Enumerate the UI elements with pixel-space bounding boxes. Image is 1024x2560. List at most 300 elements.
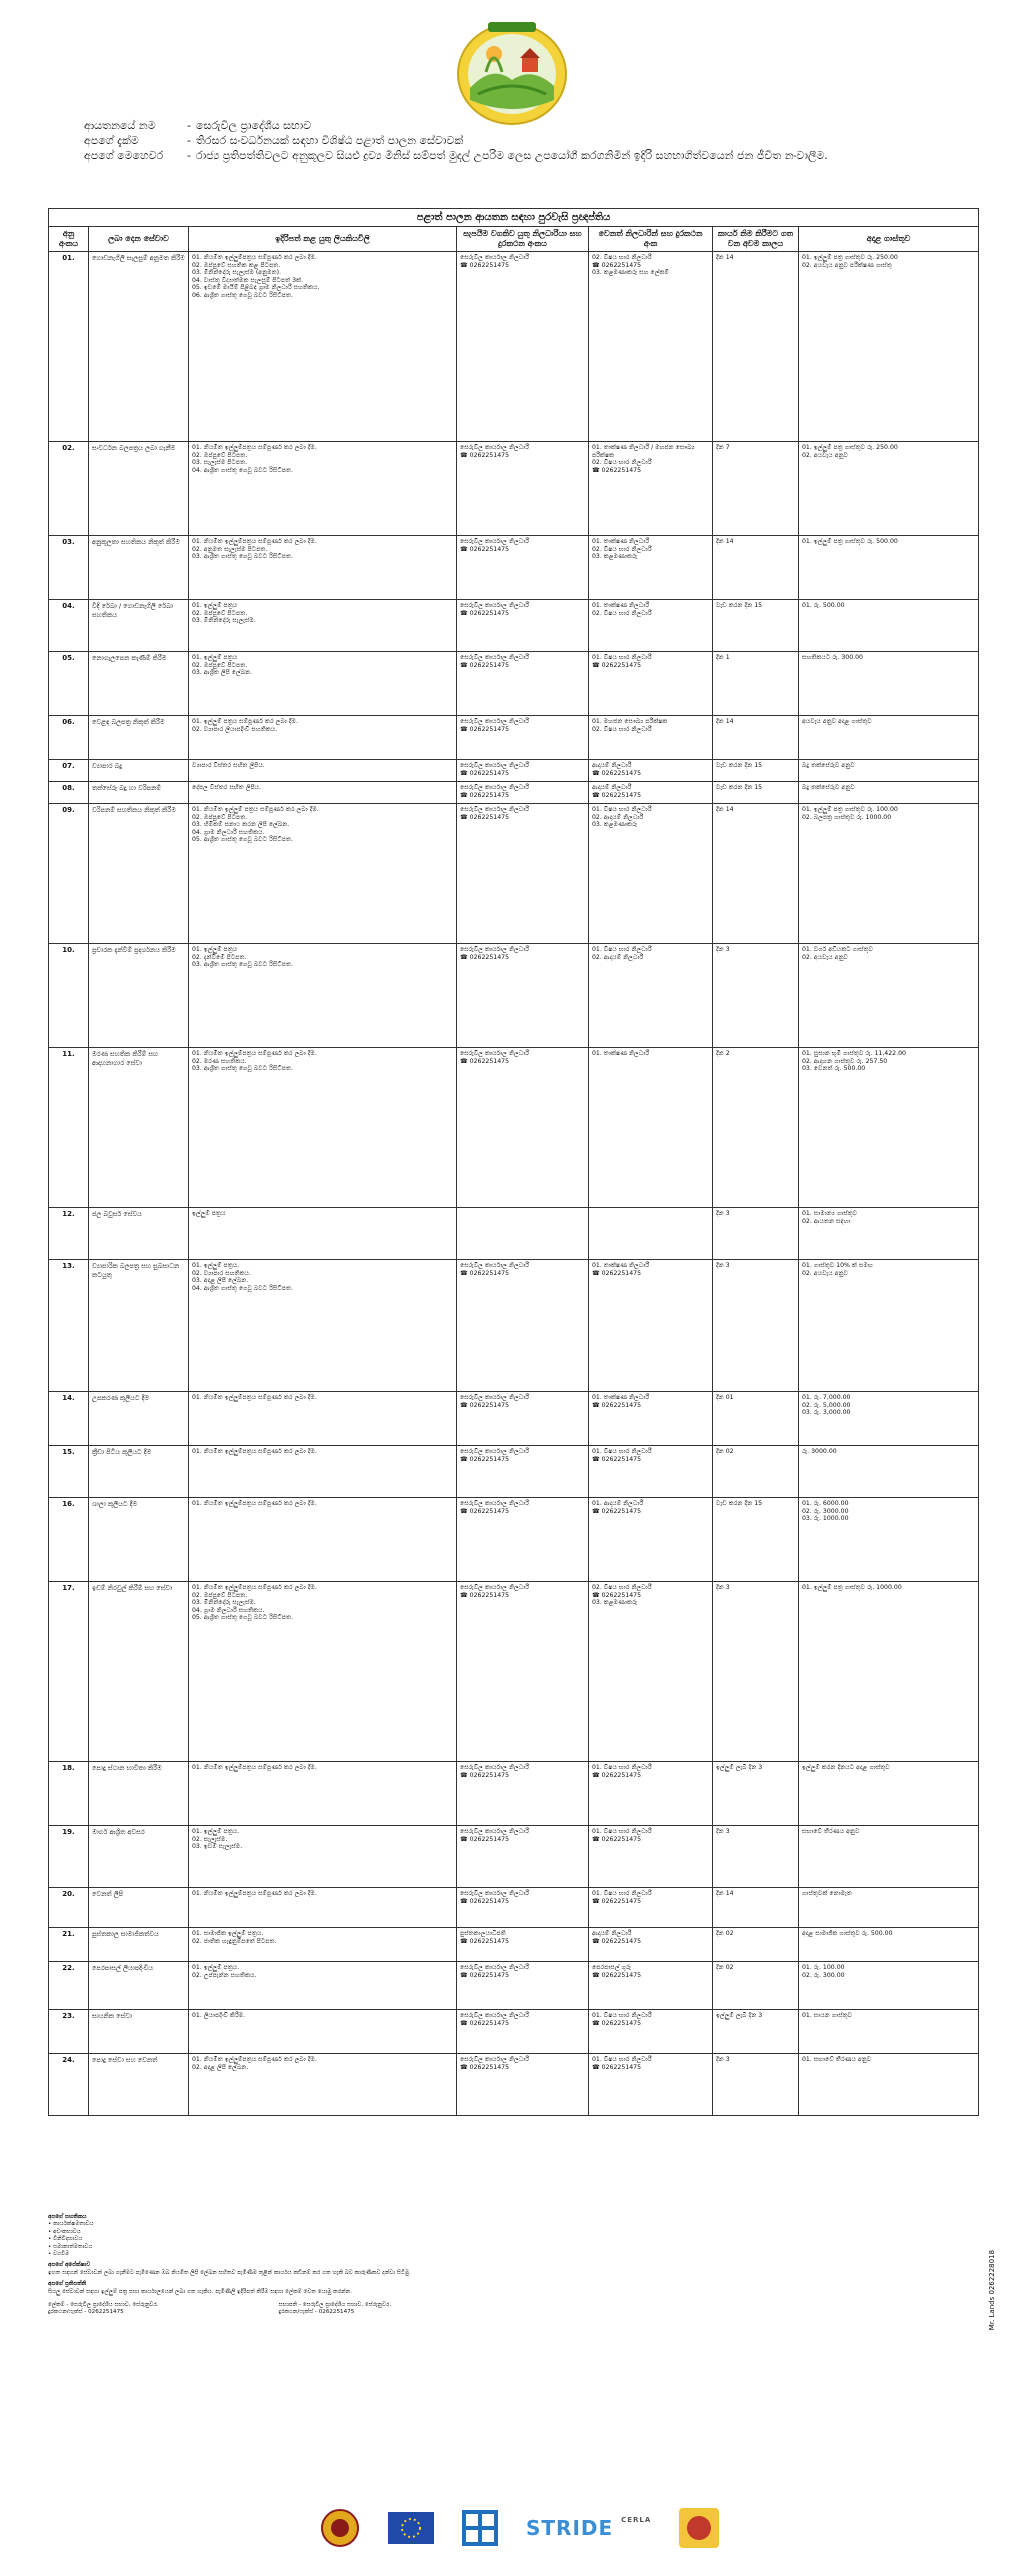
fee-line: 01. රු. 100.00 bbox=[802, 1964, 845, 1971]
completion-time: දින 14 bbox=[713, 1888, 799, 1928]
row-number: 13. bbox=[49, 1260, 89, 1392]
other-officers-line: 01. විෂය භාර නිලධාරී bbox=[592, 654, 652, 661]
fee bbox=[799, 944, 979, 1048]
fee bbox=[799, 442, 979, 536]
column-header: කාර්ය නිම කිරීමට ගත වන අවම කාලය bbox=[713, 227, 799, 252]
fee-line: 02. අයවැය අනුව bbox=[802, 953, 848, 961]
table-row bbox=[49, 1446, 979, 1498]
table-row bbox=[49, 1498, 979, 1582]
footer-heading: අපගේ අපේක්ෂාව bbox=[48, 2262, 91, 2269]
charter-header bbox=[84, 118, 984, 163]
other-officers-line: ☎ 0262251475 bbox=[592, 1771, 642, 1779]
service-name: උපකරණ කුලියට දීම bbox=[89, 1392, 189, 1446]
required-documents-line: 01. නියමිත ඉල්ලුම්පත්‍රය සම්පූර්ණ කර ලබා දීම. bbox=[192, 254, 317, 261]
required-documents-line: 01. ඉල්ලුම් පත්‍රය bbox=[192, 654, 238, 661]
header-row-vision: අපගේ දැක්ම - තිරසර සංවර්ධනයක් සඳහා විශිෂ්ඨ පළාත් පාලන සේවාවක් bbox=[84, 133, 984, 148]
required-documents-line: 03. හිමිකම් සනාථ කරන ලිපි ලේඛන. bbox=[192, 821, 290, 829]
row-number: 15. bbox=[49, 1446, 89, 1498]
row-number: 24. bbox=[49, 2054, 89, 2116]
fee-line: 02. ආයතන සඳහා bbox=[802, 1217, 851, 1225]
required-documents-line: 04. ආශ්‍රිත ගාස්තු ගෙවූ බවට රිසිට්පත. bbox=[192, 466, 293, 474]
required-documents-line: 05. ඉඩමේ මායිම් පිළිබඳ ග්‍රාම නිලධාරී සහතිකය. bbox=[192, 284, 320, 292]
fee bbox=[799, 782, 979, 804]
charter-table bbox=[48, 208, 979, 2116]
column-header: අනු අංකය bbox=[49, 227, 89, 252]
fee-line: 02. රු. 300.00 bbox=[802, 1971, 845, 1979]
responsible-officer bbox=[457, 252, 589, 442]
completion-time: දින 3 bbox=[713, 1582, 799, 1762]
responsible-officer-line: සෙරුවිල කාර්යාල නිලධාරී bbox=[460, 806, 530, 813]
other-officers-line: 02. ආදායම් නිලධාරී bbox=[592, 953, 644, 961]
charter-table-wrap bbox=[48, 208, 978, 2198]
other-officers bbox=[589, 536, 713, 600]
table-body bbox=[49, 252, 979, 2116]
completion-time: දින 7 bbox=[713, 442, 799, 536]
responsible-officer-line: සෙරුවිල කාර්යාල නිලධාරී bbox=[460, 718, 530, 725]
required-documents-line: 01. නියමිත ඉල්ලුම්පත්‍රය සම්පූර්ණ කර ලබා දීම. bbox=[192, 1890, 317, 1897]
eu-flag-icon bbox=[388, 2512, 434, 2544]
other-officers-line: ☎ 0262251475 bbox=[592, 1971, 642, 1979]
responsible-officer-line: ☎ 0262251475 bbox=[460, 1269, 510, 1277]
footer-bullet: • විනිවිදභාවය bbox=[48, 2236, 83, 2243]
other-officers-line: 01. තාක්ෂණ නිලධාරී / මහජන සෞඛ්‍ය පරීක්ෂක bbox=[592, 444, 695, 459]
required-documents-line: 01. ඉල්ලුම් පත්‍රය bbox=[192, 602, 238, 609]
fee-line: අයවැය අනුව අදාළ ගාස්තුව bbox=[802, 718, 872, 725]
other-officers-line: ආදායම් නිලධාරී bbox=[592, 1930, 632, 1937]
table-row bbox=[49, 1260, 979, 1392]
service-name: ව්‍යාපාරික බලපත්‍ර සහ සුබසාධන කටයුතු bbox=[89, 1260, 189, 1392]
required-documents bbox=[189, 716, 457, 760]
responsible-officer-line: සෙරුවිල කාර්යාල නිලධාරී bbox=[460, 2056, 530, 2063]
required-documents bbox=[189, 1392, 457, 1446]
fee-line: 01. සුසාන භූමි ගාස්තුව රු. 11,422.00 bbox=[802, 1050, 906, 1057]
responsible-officer-line: ☎ 0262251475 bbox=[460, 1591, 510, 1599]
table-row bbox=[49, 442, 979, 536]
responsible-officer-line: සෙරුවිල කාර්යාල නිලධාරී bbox=[460, 1050, 530, 1057]
required-documents bbox=[189, 1928, 457, 1962]
header-value: රාජ්‍ය ප්‍රතිපත්තිවලට අනුකූලව සියළු ද්‍රව්‍ය මිනිස් සම්පත් මුදල් උපරිම ලෙස උපයෝගී කරගනිමින් ඉදිරි සහභාගිත්වයෙන් ජන ජීවිත නංවාලීම. bbox=[196, 149, 828, 162]
footer-paragraph: සියලු සේවාවන් සඳහා ඉල්ලුම් පත්‍ර සභා කාර්යාලයෙන් ලබා ගත හැකිය. පැමිණිලි ඉදිරිපත් කිරීම සඳහා ලේකම් වෙත යොමු කරන්න. bbox=[48, 2288, 352, 2295]
required-documents bbox=[189, 782, 457, 804]
responsible-officer bbox=[457, 652, 589, 716]
fee-line: 01. සාමාන්‍ය ගාස්තුව bbox=[802, 1210, 858, 1217]
required-documents bbox=[189, 804, 457, 944]
required-documents-line: 03. ඉඩම් සැලැස්ම. bbox=[192, 1843, 243, 1851]
responsible-officer-line: ☎ 0262251475 bbox=[460, 791, 510, 799]
completion-time: දින 14 bbox=[713, 716, 799, 760]
completion-time: දින 01 bbox=[713, 1392, 799, 1446]
service-name: ඉඩම් නිරවුල් කිරීම් සහ සේවා bbox=[89, 1582, 189, 1762]
table-header-row bbox=[49, 227, 979, 252]
required-documents-line: 01. නියමිත ඉල්ලුම්පත්‍රය සම්පූර්ණ කර ලබා දීම. bbox=[192, 444, 317, 451]
responsible-officer bbox=[457, 1582, 589, 1762]
fee bbox=[799, 1582, 979, 1762]
required-documents bbox=[189, 252, 457, 442]
responsible-officer-line: ☎ 0262251475 bbox=[460, 1971, 510, 1979]
responsible-officer-line: ☎ 0262251475 bbox=[460, 1937, 510, 1945]
completion-time: දින 2 bbox=[713, 1048, 799, 1208]
service-name: අනුකූලතා සහතිකය නිකුත් කිරීම bbox=[89, 536, 189, 600]
required-documents-line: 01. ඉල්ලුම් පත්‍රය bbox=[192, 946, 238, 953]
responsible-officer-line: සෙරුවිල කාර්යාල නිලධාරී bbox=[460, 1500, 530, 1507]
fee-line: අදාළ සාමාජික ගාස්තුව රු. 500.00 bbox=[802, 1930, 893, 1937]
row-number: 07. bbox=[49, 760, 89, 782]
fee-line: 01. ගාස්තුව 10% ක් සමඟ bbox=[802, 1262, 873, 1269]
other-officers bbox=[589, 1826, 713, 1888]
row-number: 19. bbox=[49, 1826, 89, 1888]
other-officers bbox=[589, 944, 713, 1048]
table-row bbox=[49, 1962, 979, 2010]
table-row bbox=[49, 536, 979, 600]
required-documents-line: දේපල විස්තර සහිත ලිපිය. bbox=[192, 784, 262, 791]
other-officers-line: ☎ 0262251475 bbox=[592, 1401, 642, 1409]
required-documents-line: 02. ඔප්පුවේ සහතික කළ පිටපත. bbox=[192, 261, 281, 269]
service-name: පෙරපාසල් ලියාපදිංචිය bbox=[89, 1962, 189, 2010]
completion-time: ඉල්ලුම් ලැබී දින 3 bbox=[713, 1762, 799, 1826]
required-documents-line: 04. වාස්තු විද්‍යාත්මක සැලසුම් පිටපත් 3ක්. bbox=[192, 276, 304, 284]
responsible-officer-line: ☎ 0262251475 bbox=[460, 2063, 510, 2071]
row-number: 08. bbox=[49, 782, 89, 804]
other-officers-line: පෙරපාසල් ගුරු bbox=[592, 1964, 632, 1971]
row-number: 06. bbox=[49, 716, 89, 760]
required-documents-line: 01. නියමිත ඉල්ලුම්පත්‍රය සම්පූර්ණ කර ලබා දීම. bbox=[192, 2056, 317, 2063]
required-documents bbox=[189, 536, 457, 600]
required-documents-line: 03. ආශ්‍රිත ගාස්තු ගෙවූ බවට රිසිට්පත. bbox=[192, 553, 293, 561]
required-documents-line: 03. අදාළ ලිපි ලේඛන. bbox=[192, 1277, 249, 1285]
responsible-officer-line: සෙරුවිල කාර්යාල නිලධාරී bbox=[460, 946, 530, 953]
other-officers bbox=[589, 782, 713, 804]
responsible-officer bbox=[457, 2010, 589, 2054]
responsible-officer-line: පුස්තකාලයාධිපති bbox=[460, 1930, 506, 1937]
other-officers bbox=[589, 1888, 713, 1928]
fee-line: බදු තක්සේරුව අනුව bbox=[802, 784, 855, 791]
service-name: වෙනත් ලිපි bbox=[89, 1888, 189, 1928]
responsible-officer-line: සෙරුවිල කාර්යාල නිලධාරී bbox=[460, 1828, 530, 1835]
service-name: නොගැලපෙන කැණීම් කිරීම bbox=[89, 652, 189, 716]
fee-line: 01. සායන ගාස්තුව bbox=[802, 2012, 853, 2019]
fee bbox=[799, 1048, 979, 1208]
responsible-officer bbox=[457, 944, 589, 1048]
fee-line: ගාස්තුවක් නොමැත bbox=[802, 1890, 852, 1897]
responsible-officer-line: ☎ 0262251475 bbox=[460, 953, 510, 961]
table-row bbox=[49, 782, 979, 804]
row-number: 10. bbox=[49, 944, 89, 1048]
other-officers-line: 01. විෂය භාර නිලධාරී bbox=[592, 1764, 652, 1771]
table-row bbox=[49, 652, 979, 716]
responsible-officer bbox=[457, 760, 589, 782]
row-number: 21. bbox=[49, 1928, 89, 1962]
completion-time: දින 02 bbox=[713, 1928, 799, 1962]
header-value: සෙරුවිල ප්‍රාදේශීය සභාව bbox=[196, 119, 312, 132]
charter-footer bbox=[48, 2214, 978, 2317]
other-officers-line: 03. කළමණාකරු bbox=[592, 821, 638, 829]
completion-time: දින 02 bbox=[713, 1962, 799, 2010]
completion-time: දින 14 bbox=[713, 536, 799, 600]
responsible-officer-line: සෙරුවිල කාර්යාල නිලධාරී bbox=[460, 1394, 530, 1401]
footer-contacts bbox=[48, 2302, 978, 2317]
table-row bbox=[49, 2010, 979, 2054]
other-officers-line: 03. කළමණාකරු සහ ලේකම් bbox=[592, 269, 669, 277]
column-header: සැපයීම වගකිව යුතු නිලධාරියා සහ දුරකථන අංකය bbox=[457, 227, 589, 252]
table-title: පළාත් පාලන ආයතන සඳහා පුරවැසි ප්‍රඥප්තිය bbox=[49, 209, 979, 227]
header-key: අපගේ දැක්ම bbox=[84, 134, 139, 147]
side-identifier: Mr. Lands 0262228018 bbox=[988, 2250, 996, 2331]
required-documents-line: 06. ආශ්‍රිත ගාස්තු ගෙවූ බවට රිසිට්පත. bbox=[192, 291, 293, 299]
required-documents bbox=[189, 1208, 457, 1260]
footer-bullet: • වගවීම bbox=[48, 2251, 70, 2258]
responsible-officer bbox=[457, 1962, 589, 2010]
undp-logo-icon bbox=[462, 2510, 498, 2546]
fee-line: 01. ඉල්ලුම් පත්‍ර ගාස්තුව රු. 250.00 bbox=[802, 254, 898, 261]
row-number: 14. bbox=[49, 1392, 89, 1446]
responsible-officer-line: ☎ 0262251475 bbox=[460, 1507, 510, 1515]
fee-line: 01. ඉල්ලුම් පත්‍ර ගාස්තුව රු. 1000.00 bbox=[802, 1584, 902, 1591]
fee-line: 01. වර්ග අඩියකට ගාස්තුව bbox=[802, 946, 874, 953]
other-officers bbox=[589, 1762, 713, 1826]
fee-line: 02. රු. 5,000.00 bbox=[802, 1401, 851, 1409]
other-officers-line: 01. තාක්ෂණ නිලධාරී bbox=[592, 1050, 650, 1057]
fee bbox=[799, 1826, 979, 1888]
fee bbox=[799, 716, 979, 760]
service-name: වීදි රේඛා / ගොඩනැගිලි රේඛා සහතිකය bbox=[89, 600, 189, 652]
other-officers-line: 02. විෂය භාර නිලධාරී bbox=[592, 459, 652, 467]
required-documents-line: 01. නියමිත ඉල්ලුම්පත්‍රය සම්පූර්ණ කර ලබා දීම. bbox=[192, 538, 317, 545]
responsible-officer-line: ☎ 0262251475 bbox=[460, 545, 510, 553]
row-number: 16. bbox=[49, 1498, 89, 1582]
completion-time: දින 3 bbox=[713, 1260, 799, 1392]
footer-bullet: • කාර්යක්ෂමතාවය bbox=[48, 2221, 94, 2228]
fee bbox=[799, 536, 979, 600]
responsible-officer-line: සෙරුවිල කාර්යාල නිලධාරී bbox=[460, 784, 530, 791]
required-documents-line: 02. ඔප්පුවේ පිටපත. bbox=[192, 813, 248, 821]
responsible-officer bbox=[457, 2054, 589, 2116]
service-name: වෙළඳ බලපත්‍ර නිකුත් කිරීම bbox=[89, 716, 189, 760]
responsible-officer-line: ☎ 0262251475 bbox=[460, 769, 510, 777]
service-name: තක්සේරු බදු හා වරිපනම් bbox=[89, 782, 189, 804]
other-officers-line: 02. විෂය භාර නිලධාරී bbox=[592, 545, 652, 553]
other-officers-line: 03. කළමණාකරු bbox=[592, 553, 638, 561]
responsible-officer-line: සෙරුවිල කාර්යාල නිලධාරී bbox=[460, 1890, 530, 1897]
other-officers-line: ☎ 0262251475 bbox=[592, 1269, 642, 1277]
other-officers-line: ☎ 0262251475 bbox=[592, 661, 642, 669]
other-officers-line: 01. විෂය භාර නිලධාරී bbox=[592, 1828, 652, 1835]
responsible-officer-line: සෙරුවිල කාර්යාල නිලධාරී bbox=[460, 444, 530, 451]
council-emblem-icon bbox=[452, 14, 572, 126]
fee-line: 01. රු. 7,000.00 bbox=[802, 1394, 851, 1401]
responsible-officer bbox=[457, 536, 589, 600]
other-officers bbox=[589, 252, 713, 442]
responsible-officer bbox=[457, 1446, 589, 1498]
responsible-officer-line: ☎ 0262251475 bbox=[460, 1057, 510, 1065]
required-documents-line: 02. උප්පැන්න සහතිකය. bbox=[192, 1971, 257, 1979]
required-documents-line: 01. ඉල්ලුම් පත්‍රය. bbox=[192, 1262, 240, 1269]
required-documents bbox=[189, 1962, 457, 2010]
fee-line: 02. රු. 3000.00 bbox=[802, 1507, 849, 1515]
fee bbox=[799, 252, 979, 442]
completion-time: දින 14 bbox=[713, 804, 799, 944]
responsible-officer-line: සෙරුවිල කාර්යාල නිලධාරී bbox=[460, 538, 530, 545]
fee bbox=[799, 1928, 979, 1962]
column-header: වෙනත් නිලධාරින් සහ දුරකථන අංක bbox=[589, 227, 713, 252]
row-number: 04. bbox=[49, 600, 89, 652]
other-officers bbox=[589, 760, 713, 782]
responsible-officer-line: ☎ 0262251475 bbox=[460, 725, 510, 733]
table-row bbox=[49, 760, 979, 782]
column-header: අදාළ ගාස්තුව bbox=[799, 227, 979, 252]
fee bbox=[799, 600, 979, 652]
other-officers bbox=[589, 1048, 713, 1208]
other-officers-line: 01. ආදායම් නිලධාරී bbox=[592, 1500, 644, 1507]
fee-line: රු. 3000.00 bbox=[802, 1448, 837, 1455]
fee-line: 01. ඉල්ලුම් පත්‍ර ගාස්තුව රු. 100.00 bbox=[802, 806, 898, 813]
fee bbox=[799, 1392, 979, 1446]
other-officers-line: ☎ 0262251475 bbox=[592, 1937, 642, 1945]
footer-bullet: • සමානාත්මතාවය bbox=[48, 2243, 93, 2250]
row-number: 22. bbox=[49, 1962, 89, 2010]
completion-time: ඉල්ලුම් ලැබී දින 3 bbox=[713, 2010, 799, 2054]
required-documents bbox=[189, 2010, 457, 2054]
fee bbox=[799, 1446, 979, 1498]
required-documents-line: 05. ආශ්‍රිත ගාස්තු ගෙවූ බවට රිසිට්පත. bbox=[192, 836, 293, 844]
row-number: 18. bbox=[49, 1762, 89, 1826]
table-row bbox=[49, 1928, 979, 1962]
fee bbox=[799, 1498, 979, 1582]
required-documents bbox=[189, 2054, 457, 2116]
required-documents-line: ව්‍යාපාර විස්තර සහිත ලිපිය. bbox=[192, 762, 265, 769]
table-row bbox=[49, 252, 979, 442]
table-row bbox=[49, 1888, 979, 1928]
responsible-officer-line: සෙරුවිල කාර්යාල නිලධාරී bbox=[460, 1262, 530, 1269]
fee-line: බදු තක්සේරුව අනුව bbox=[802, 762, 855, 769]
other-officers bbox=[589, 1962, 713, 2010]
required-documents-line: 02. ඔප්පුවේ පිටපත. bbox=[192, 1591, 248, 1599]
completion-time: දින 02 bbox=[713, 1446, 799, 1498]
fee bbox=[799, 804, 979, 944]
partner-logos bbox=[320, 2506, 719, 2550]
column-header: ඉදිරිපත් කළ යුතු ලියකියවිලි bbox=[189, 227, 457, 252]
council-logo-icon bbox=[679, 2508, 719, 2548]
fee-line: 01. රු. 500.00 bbox=[802, 602, 845, 609]
fee-line: 03. රු. 3,000.00 bbox=[802, 1409, 851, 1417]
other-officers bbox=[589, 442, 713, 536]
required-documents-line: 03. මිනින්දෝරු සැලැස්ම. bbox=[192, 1599, 256, 1607]
required-documents-line: 02. ව්‍යාපාර සහතිකය. bbox=[192, 1269, 252, 1277]
other-officers-line: 02. විෂය භාර නිලධාරී bbox=[592, 609, 652, 617]
required-documents-line: 03. මිනින්දෝරු සැලැස්ම (අනුමත). bbox=[192, 269, 281, 277]
other-officers bbox=[589, 1392, 713, 1446]
responsible-officer bbox=[457, 1208, 589, 1260]
service-name: පොදු සේවා සහ වෙනත් bbox=[89, 2054, 189, 2116]
service-name: මාර්ග ආශ්‍රිත අවසර bbox=[89, 1826, 189, 1888]
required-documents bbox=[189, 1446, 457, 1498]
header-key: අපගේ මෙහෙවර bbox=[84, 149, 164, 162]
required-documents-line: 02. ඔප්පුවේ පිටපත. bbox=[192, 451, 248, 459]
service-name: ව්‍යාපාර බදු bbox=[89, 760, 189, 782]
completion-time: වැඩ කරන දින 15 bbox=[713, 600, 799, 652]
required-documents bbox=[189, 1582, 457, 1762]
responsible-officer bbox=[457, 716, 589, 760]
required-documents bbox=[189, 1498, 457, 1582]
completion-time: දින 3 bbox=[713, 1826, 799, 1888]
required-documents-line: 02. අනුමත සැලැස්ම පිටපත. bbox=[192, 545, 268, 553]
other-officers bbox=[589, 804, 713, 944]
row-number: 17. bbox=[49, 1582, 89, 1762]
row-number: 01. bbox=[49, 252, 89, 442]
fee-line: 01. ඉල්ලුම් පත්‍ර ගාස්තුව රු. 500.00 bbox=[802, 538, 898, 545]
responsible-officer bbox=[457, 1762, 589, 1826]
table-row bbox=[49, 1582, 979, 1762]
other-officers bbox=[589, 600, 713, 652]
fee bbox=[799, 2010, 979, 2054]
other-officers-line: ☎ 0262251475 bbox=[592, 1455, 642, 1463]
required-documents-line: 05. ආශ්‍රිත ගාස්තු ගෙවූ බවට රිසිට්පත. bbox=[192, 1614, 293, 1622]
other-officers bbox=[589, 1928, 713, 1962]
responsible-officer-line: සෙරුවිල කාර්යාල නිලධාරී bbox=[460, 1764, 530, 1771]
required-documents bbox=[189, 1048, 457, 1208]
responsible-officer bbox=[457, 1392, 589, 1446]
footer-contact-chairman: සභාපති - සෙරුවිල ප්‍රාදේශීය සභාව, සේරුනුවර. දුරකථන/ෆැක්ස් - 0262251475 bbox=[278, 2302, 392, 2316]
responsible-officer bbox=[457, 600, 589, 652]
other-officers-line: 02. විෂය භාර නිලධාරී bbox=[592, 725, 652, 733]
other-officers-line: 01. තාක්ෂණ නිලධාරී bbox=[592, 538, 650, 545]
fee-line: සභාවේ තීරණය අනුව bbox=[802, 1828, 860, 1835]
fee-line: 03. රු. 1000.00 bbox=[802, 1515, 849, 1523]
other-officers bbox=[589, 1582, 713, 1762]
table-row bbox=[49, 1048, 979, 1208]
fee-line: සහතිකයට රු. 300.00 bbox=[802, 654, 863, 661]
stride-logo: STRIDE $^{CERLA}$ bbox=[526, 2516, 652, 2540]
table-row bbox=[49, 1826, 979, 1888]
required-documents-line: 02. ජාතික හැඳුනුම්පතේ පිටපත. bbox=[192, 1937, 277, 1945]
table-row bbox=[49, 1762, 979, 1826]
responsible-officer-line: සෙරුවිල කාර්යාල නිලධාරී bbox=[460, 1964, 530, 1971]
table-row bbox=[49, 2054, 979, 2116]
responsible-officer-line: ☎ 0262251475 bbox=[460, 609, 510, 617]
required-documents-line: 01. ඉල්ලුම් පත්‍රය. bbox=[192, 1828, 240, 1835]
other-officers-line: ☎ 0262251475 bbox=[592, 1835, 642, 1843]
completion-time: දින 3 bbox=[713, 1208, 799, 1260]
other-officers-line: 03. කළමණාකරු bbox=[592, 1599, 638, 1607]
other-officers-line: ☎ 0262251475 bbox=[592, 466, 642, 474]
responsible-officer bbox=[457, 1826, 589, 1888]
service-name: ප්‍රචාරක දැන්වීම් ප්‍රදර්ශනය කිරීම bbox=[89, 944, 189, 1048]
required-documents-line: 01. නියමිත ඉල්ලුම් පත්‍රය සම්පූර්ණ කර ලබා දීම. bbox=[192, 806, 319, 813]
responsible-officer-line: ☎ 0262251475 bbox=[460, 2019, 510, 2027]
responsible-officer-line: ☎ 0262251475 bbox=[460, 813, 510, 821]
completion-time: වැඩ කරන දින 15 bbox=[713, 1498, 799, 1582]
required-documents bbox=[189, 1260, 457, 1392]
required-documents-line: 02. සැලැස්ම. bbox=[192, 1835, 228, 1843]
other-officers-line: ☎ 0262251475 bbox=[592, 1507, 642, 1515]
other-officers-line: 01. තාක්ෂණ නිලධාරී bbox=[592, 602, 650, 609]
fee bbox=[799, 1888, 979, 1928]
required-documents-line: 01. නියමිත ඉල්ලුම්පත්‍රය සම්පූර්ණ කර ලබා දීම. bbox=[192, 1050, 317, 1057]
required-documents-line: ඉල්ලුම් පත්‍රය bbox=[192, 1210, 226, 1217]
fee bbox=[799, 1260, 979, 1392]
service-name: වරිපනම් සහතිකය නිකුත් කිරීම bbox=[89, 804, 189, 944]
other-officers-line: 02. විෂය භාර නිලධාරී bbox=[592, 1584, 652, 1591]
service-name: පුස්තකාල සාමාජිකත්වය bbox=[89, 1928, 189, 1962]
responsible-officer bbox=[457, 1260, 589, 1392]
required-documents-line: 03. සැලැස්ම පිටපත. bbox=[192, 459, 248, 467]
other-officers-line: ආදායම් නිලධාරී bbox=[592, 784, 632, 791]
service-name: ගොඩනැගිලි සැලසුම් අනුමත කිරීම bbox=[89, 252, 189, 442]
responsible-officer bbox=[457, 1498, 589, 1582]
fee-line: 01. ඉල්ලුම් පත්‍ර ගාස්තුව රු. 250.00 bbox=[802, 444, 898, 451]
table-row bbox=[49, 944, 979, 1048]
other-officers bbox=[589, 2054, 713, 2116]
required-documents-line: 04. ආශ්‍රිත ගාස්තු ගෙවූ බවට රිසිට්පත. bbox=[192, 1284, 293, 1292]
